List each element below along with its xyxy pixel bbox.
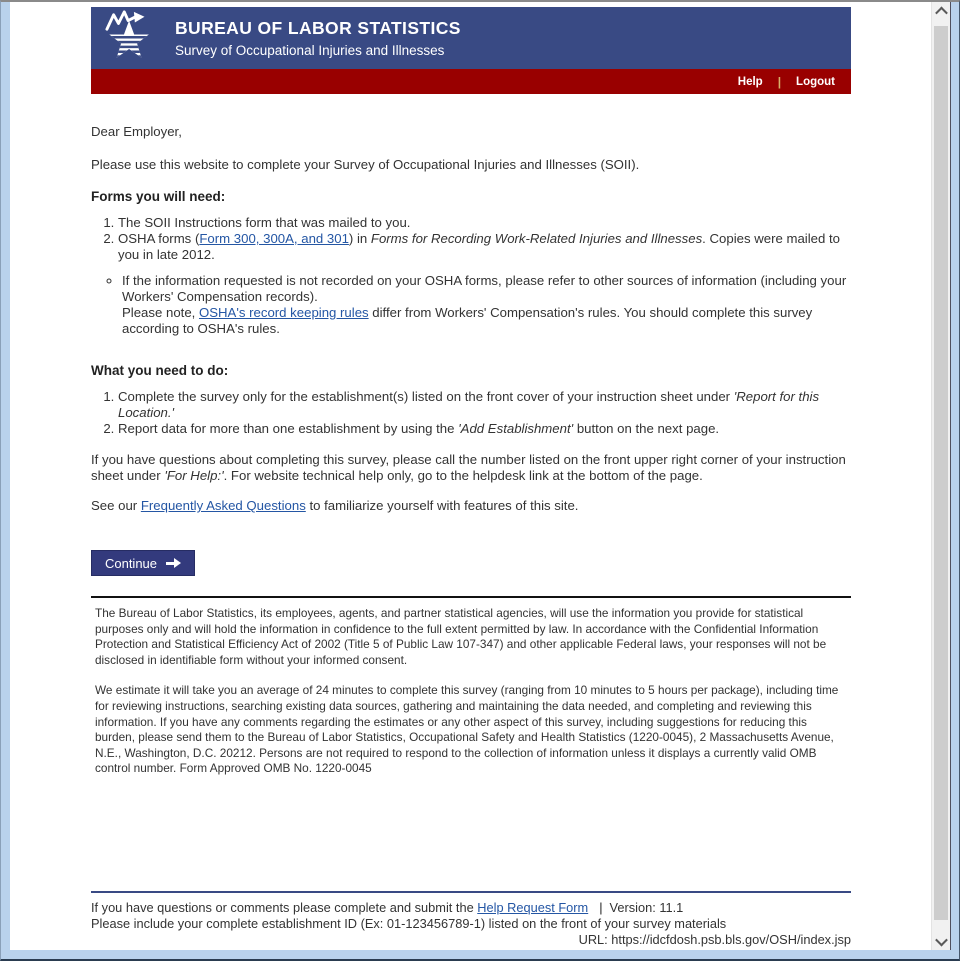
forms-list-item-1 (118, 215, 851, 231)
forms-item2-mid: ) in (348, 231, 371, 246)
scrollbar-track[interactable] (932, 20, 950, 932)
continue-button-label: Continue (104, 555, 158, 571)
version-label: Version: 11.1 (609, 899, 684, 915)
legal-divider (91, 596, 851, 598)
forms-heading: Forms you will need: (91, 189, 226, 204)
note-line2-post: differ from Workers' Compensation's rules. You should complete this survey according to OSHA's rules. (122, 305, 813, 336)
todo-item2-italic: 'Add Establishment' (458, 421, 574, 436)
todo-item2-post: button on the next page. (573, 421, 720, 436)
footer-url: URL: https://idcfdosh.psb.bls.gov/OSH/index.jsp (578, 931, 851, 947)
help-para-italic: 'For Help:' (164, 468, 224, 483)
note-line2-pre: Please note, (122, 305, 199, 320)
forms-item2-italic: Forms for Recording Work-Related Injuries and Illnesses (370, 231, 703, 246)
vertical-scrollbar[interactable] (931, 2, 950, 950)
todo-item1-pre: Complete the survey only for the establishment(s) listed on the front cover of your instruction sheet under (118, 389, 734, 404)
site-subtitle: Survey of Occupational Injuries and Illnesses (175, 43, 445, 58)
bls-star-logo-icon (100, 9, 162, 68)
nav-bar (91, 69, 851, 94)
nav-separator: | (777, 74, 782, 89)
forms-list-item-2 (118, 231, 851, 263)
todo-list-item-2 (118, 421, 851, 437)
greeting: Dear Employer, (91, 124, 182, 139)
logout-link[interactable]: Logout (796, 75, 835, 88)
page-content (10, 2, 931, 950)
confidentiality-paragraph: The Bureau of Labor Statistics, its employees, agents, and partner statistical agencies, will use the information you provide for statistical purposes only and will hold the information in confidence to the full extent permitted by law. In accordance with the Confidential Information Protection and Statistical Efficiency Act of 2002 (Title 5 of Public Law 107-347) and other applicable Federal laws, your responses will not be disclosed in identifiable form without your informed consent. (95, 606, 827, 667)
document (91, 7, 851, 948)
arrow-right-icon (166, 557, 181, 569)
forms-item2-pre: OSHA forms ( (118, 231, 200, 246)
scroll-up-button[interactable] (932, 2, 950, 20)
footer-line1 (91, 900, 851, 916)
forms-note-item (122, 273, 851, 337)
todo-item2-pre: Report data for more than one establishment by using the (118, 421, 459, 436)
chevron-down-icon (935, 933, 948, 946)
faq-pre: See our (91, 498, 141, 513)
todo-item1-italic: 'Report for this Location.' (118, 389, 820, 420)
footer-line1-pre: If you have questions or comments please complete and submit the (91, 899, 478, 915)
forms-list (91, 215, 851, 263)
todo-heading: What you need to do: (91, 363, 229, 378)
faq-post: to familiarize yourself with features of this site. (305, 498, 579, 513)
osha-forms-link[interactable]: Form 300, 300A, and 301 (199, 231, 349, 246)
continue-button[interactable] (91, 550, 195, 576)
chevron-up-icon (935, 6, 948, 19)
todo-list-item-1 (118, 389, 851, 421)
masthead-titles (175, 18, 461, 58)
help-para-pre: If you have questions about completing this survey, please call the number listed on the front upper right corner of your instruction sheet under (91, 452, 846, 483)
osha-rules-link[interactable]: OSHA's record keeping rules (198, 305, 369, 320)
help-request-form-link[interactable]: Help Request Form (477, 899, 589, 915)
faq-paragraph (91, 498, 851, 514)
forms-item1-text: The SOII Instructions form that was mailed to you. (118, 215, 411, 230)
burden-paragraph: We estimate it will take you an average of 24 minutes to complete this survey (ranging from 10 minutes to 5 hours per package), including time for reviewing instructions, searching existing data sources, gathering and maintaining the data needed, and completing and reviewing this information. If you have any comments regarding the estimates or any other aspect of this survey, including suggestions for reducing this burden, please send them to the Bureau of Labor Statistics, Occupational Safety and Health Statistics (1220-0045), 2 Massachusetts Avenue, N.E., Washington, D.C. 20212. Persons are not required to respond to the collection of information unless it displays a currently valid OMB control number. Form Approved OMB No. 1220-0045 (95, 683, 839, 776)
forms-item2-post: . Copies were mailed to you in late 2012. (118, 231, 840, 262)
scrollbar-thumb[interactable] (934, 26, 948, 920)
help-link[interactable]: Help (737, 75, 763, 88)
footer-divider (91, 891, 851, 893)
forms-note-list (91, 273, 851, 337)
help-paragraph (91, 452, 851, 484)
site-title: BUREAU OF LABOR STATISTICS (175, 18, 461, 38)
faq-link[interactable]: Frequently Asked Questions (140, 498, 306, 513)
footer-line2: Please include your complete establishment ID (Ex: 01-123456789-1) listed on the front of your survey materials (91, 915, 727, 931)
help-para-post: . For website technical help only, go to the helpdesk link at the bottom of the page. (223, 468, 703, 483)
scroll-down-button[interactable] (932, 932, 950, 950)
intro-paragraph: Please use this website to complete your Survey of Occupational Injuries and Illnesses (SOII). (91, 157, 640, 172)
footer-separator: | (599, 899, 603, 915)
masthead (91, 7, 851, 69)
todo-list (91, 389, 851, 437)
note-line1: If the information requested is not recorded on your OSHA forms, please refer to other sources of information (including your Workers' Compensation records). (122, 273, 847, 304)
page (10, 2, 951, 950)
